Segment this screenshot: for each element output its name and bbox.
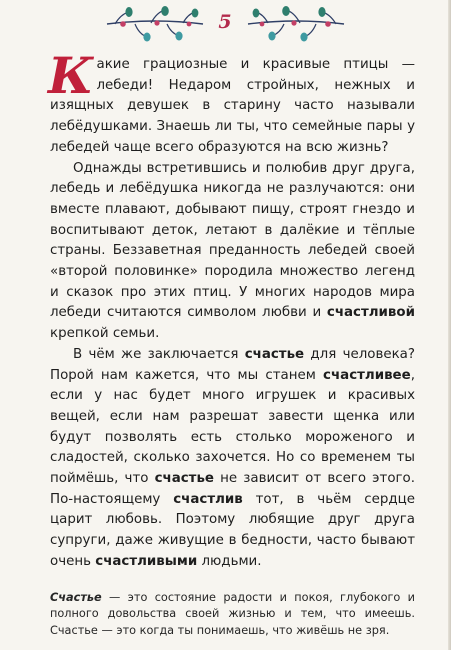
paragraph-text: для человека? Порой нам кажется, что мы станем — [50, 346, 415, 383]
paragraph-text: людьми. — [197, 553, 262, 569]
page-number: 5 — [218, 11, 232, 33]
definition-block — [50, 590, 415, 640]
bold-keyword: счастливой — [326, 305, 415, 321]
paragraph-text: крепкой семьи. — [50, 326, 160, 342]
bold-keyword: счастье — [244, 346, 305, 362]
left-floral-ornament-icon — [105, 6, 205, 42]
page-header — [0, 6, 451, 42]
paragraph-text: Однажды встретившись и полюбив друг друга, лебедь и лебёдушка никогда не разлучаются: они вместе плавают, добывают пищу, строят гнездо и воспитывают деток, летают в далёкие и тёплые страны. Беззаветная преданность лебедей своей «второй половинке» породила множество легенд и сказок про этих птиц. У многих народов мира лебеди считаются символом любви и — [50, 160, 415, 321]
drop-cap: К — [48, 46, 94, 105]
paragraph-text: тот, в чьём сердце царит любовь. Поэтому любящие друг друга супруги, даже живущие в бедности, часто бывают очень — [50, 491, 415, 569]
paragraph-intro-text: акие грациозные и красивые птицы — лебеди! Недаром стройных, нежных и изящных девушек в старину часто называли лебёдушками. Знаешь ли ты, что семейные пары у лебедей чаще всего образуются на всю жизнь? — [50, 57, 415, 155]
bold-keyword: счастлив — [173, 491, 243, 507]
right-floral-ornament-icon — [246, 6, 346, 42]
definition-term: Счастье — [50, 590, 102, 604]
definition-text: — это состояние радости и покоя, глубокого и полного довольства своей жизнью и тем, что имеешь. Счастье — это когда ты понимаешь, что живёшь не зря. — [50, 590, 415, 637]
page-content — [48, 46, 415, 639]
paragraph-text: В чём же заключается — [73, 346, 245, 362]
paragraph-swans — [50, 159, 415, 345]
bold-keyword: счастливыми — [95, 553, 198, 569]
bold-keyword: счастье — [154, 471, 214, 487]
paragraph-text: не зависит от всего этого. По-настоящему — [50, 471, 415, 507]
paragraph-intro — [48, 46, 415, 159]
paragraph-happiness — [50, 345, 415, 573]
bold-keyword: счастливее — [323, 367, 411, 383]
paragraph-text: , если у нас будет много игрушек и красивых вещей, если нам разрешат завести щенка или будут позволять есть столько мороженого и сладостей, сколько захочется. Но со временем ты поймёшь, что — [50, 367, 415, 487]
